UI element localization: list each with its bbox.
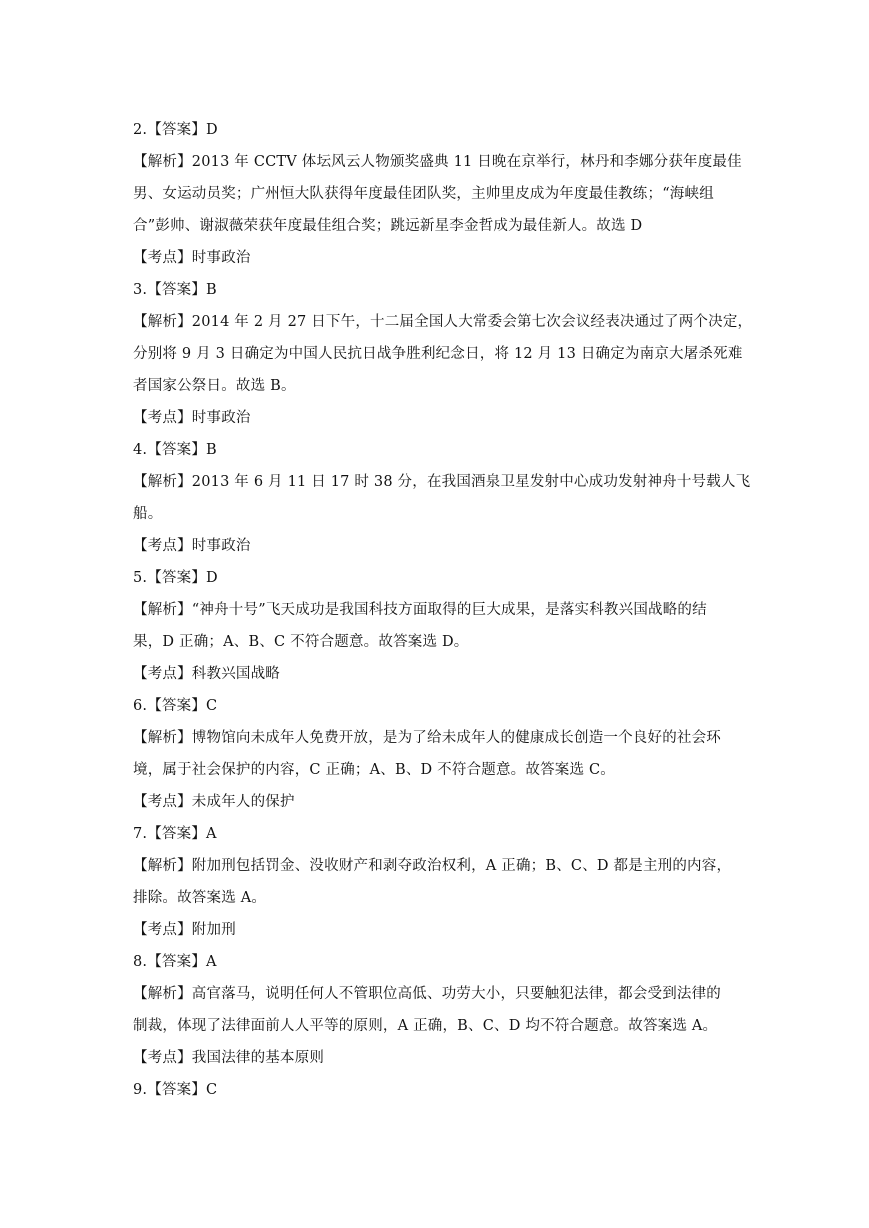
analysis-8-line-1: 【解析】高官落马，说明任何人不管职位高低、功劳大小，只要触犯法律，都会受到法律的 — [133, 986, 721, 1002]
analysis-2-line-2: 男、女运动员奖；广州恒大队获得年度最佳团队奖，主帅里皮成为年度最佳教练；“海峡组 — [133, 186, 714, 202]
analysis-2-line-1: 【解析】2013 年 CCTV 体坛风云人物颁奖盛典 11 日晚在京举行，林丹和李娜分获年度最佳 — [133, 154, 742, 170]
analysis-5-line-2: 果，D 正确；A、B、C 不符合题意。故答案选 D。 — [133, 634, 469, 650]
analysis-3-line-2: 分别将 9 月 3 日确定为中国人民抗日战争胜利纪念日，将 12 月 13 日确定为南京大屠杀死难 — [133, 346, 743, 362]
answer-5: 5.【答案】D — [133, 570, 218, 586]
answer-2: 2.【答案】D — [133, 122, 218, 138]
analysis-3-line-1: 【解析】2014 年 2 月 27 日下午，十二届全国人大常委会第七次会议经表决通过了两个决定， — [133, 314, 753, 330]
answer-7: 7.【答案】A — [133, 826, 217, 842]
analysis-3-line-3: 者国家公祭日。故选 B。 — [133, 378, 296, 394]
topic-5: 【考点】科教兴国战略 — [133, 666, 280, 682]
answer-4: 4.【答案】B — [133, 442, 217, 458]
topic-4: 【考点】时事政治 — [133, 538, 251, 554]
answer-6: 6.【答案】C — [133, 698, 218, 714]
analysis-6-line-2: 境，属于社会保护的内容，C 正确；A、B、D 不符合题意。故答案选 C。 — [133, 762, 615, 778]
analysis-8-line-2: 制裁，体现了法律面前人人平等的原则，A 正确，B、C、D 均不符合题意。故答案选 A。 — [133, 1018, 718, 1034]
topic-8: 【考点】我国法律的基本原则 — [133, 1050, 325, 1066]
topic-2: 【考点】时事政治 — [133, 250, 251, 266]
topic-3: 【考点】时事政治 — [133, 410, 251, 426]
answer-8: 8.【答案】A — [133, 954, 217, 970]
topic-7: 【考点】附加刑 — [133, 922, 236, 938]
analysis-7-line-1: 【解析】附加刑包括罚金、没收财产和剥夺政治权利，A 正确；B、C、D 都是主刑的内容， — [133, 858, 732, 874]
answer-analysis-text — [133, 114, 753, 1106]
answer-3: 3.【答案】B — [133, 282, 217, 298]
analysis-2-line-3: 合”彭帅、谢淑薇荣获年度最佳组合奖；跳远新星李金哲成为最佳新人。故选 D — [133, 218, 643, 234]
analysis-5-line-1: 【解析】“神舟十号”飞天成功是我国科技方面取得的巨大成果，是落实科教兴国战略的结 — [133, 602, 707, 618]
analysis-7-line-2: 排除。故答案选 A。 — [133, 890, 267, 906]
topic-6: 【考点】未成年人的保护 — [133, 794, 295, 810]
analysis-4-line-2: 船。 — [133, 506, 163, 522]
analysis-6-line-1: 【解析】博物馆向未成年人免费开放，是为了给未成年人的健康成长创造一个良好的社会环 — [133, 730, 721, 746]
analysis-4-line-1: 【解析】2013 年 6 月 11 日 17 时 38 分，在我国酒泉卫星发射中心成功发射神舟十号载人飞 — [133, 474, 751, 490]
answer-9: 9.【答案】C — [133, 1082, 218, 1098]
